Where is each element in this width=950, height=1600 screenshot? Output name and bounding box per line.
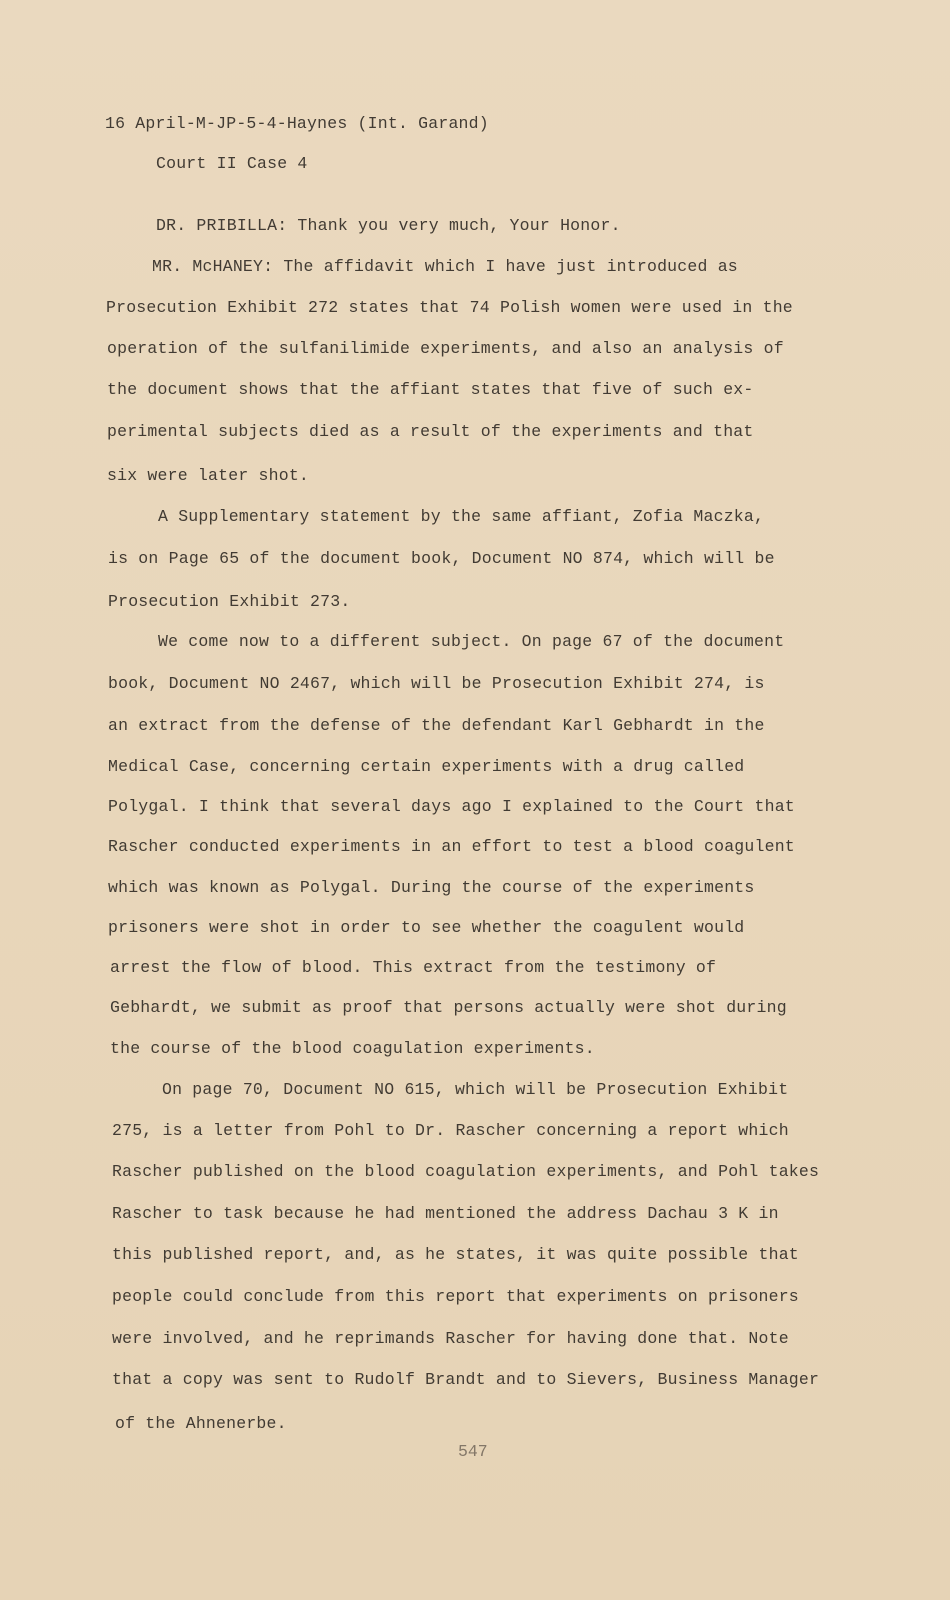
text-line: MR. McHANEY: The affidavit which I have just introduced as — [152, 257, 738, 276]
text-line: book, Document NO 2467, which will be Prosecution Exhibit 274, is — [108, 674, 765, 693]
text-line: an extract from the defense of the defendant Karl Gebhardt in the — [108, 716, 765, 735]
text-line: A Supplementary statement by the same affiant, Zofia Maczka, — [158, 507, 765, 526]
text-line: is on Page 65 of the document book, Document NO 874, which will be — [108, 549, 775, 568]
text-line: Rascher published on the blood coagulation experiments, and Pohl takes — [112, 1162, 820, 1181]
text-line: prisoners were shot in order to see whether the coagulent would — [108, 918, 745, 937]
text-line: DR. PRIBILLA: Thank you very much, Your Honor. — [156, 216, 621, 235]
text-line: people could conclude from this report that experiments on prisoners — [112, 1287, 799, 1306]
text-line: On page 70, Document NO 615, which will be Prosecution Exhibit — [162, 1080, 789, 1099]
session-header: 16 April-M-JP-5-4-Haynes (Int. Garand) — [105, 114, 489, 133]
text-line: that a copy was sent to Rudolf Brandt and to Sievers, Business Manager — [112, 1370, 820, 1389]
court-case-label: Court II Case 4 — [156, 154, 308, 173]
text-line: the document shows that the affiant states that five of such ex- — [107, 380, 754, 399]
text-line: Prosecution Exhibit 272 states that 74 Polish women were used in the — [106, 298, 793, 317]
text-line: arrest the flow of blood. This extract from the testimony of — [110, 958, 717, 977]
text-line: of the Ahnenerbe. — [115, 1414, 287, 1433]
text-line: the course of the blood coagulation experiments. — [110, 1039, 595, 1058]
text-line: which was known as Polygal. During the course of the experiments — [108, 878, 755, 897]
text-line: Gebhardt, we submit as proof that persons actually were shot during — [110, 998, 787, 1017]
text-line: We come now to a different subject. On page 67 of the document — [158, 632, 785, 651]
text-line: Rascher to task because he had mentioned the address Dachau 3 K in — [112, 1204, 779, 1223]
text-line: this published report, and, as he states, it was quite possible that — [112, 1245, 799, 1264]
text-line: perimental subjects died as a result of the experiments and that — [107, 422, 754, 441]
text-line: operation of the sulfanilimide experiments, and also an analysis of — [107, 339, 784, 358]
text-line: were involved, and he reprimands Rascher for having done that. Note — [112, 1329, 789, 1348]
text-line: Medical Case, concerning certain experiments with a drug called — [108, 757, 745, 776]
text-line: Prosecution Exhibit 273. — [108, 592, 351, 611]
text-line: 275, is a letter from Pohl to Dr. Rascher concerning a report which — [112, 1121, 789, 1140]
text-line: six were later shot. — [107, 466, 310, 485]
page-number: 547 — [458, 1442, 488, 1461]
text-line: Rascher conducted experiments in an effort to test a blood coagulent — [108, 837, 795, 856]
text-line: Polygal. I think that several days ago I explained to the Court that — [108, 797, 795, 816]
